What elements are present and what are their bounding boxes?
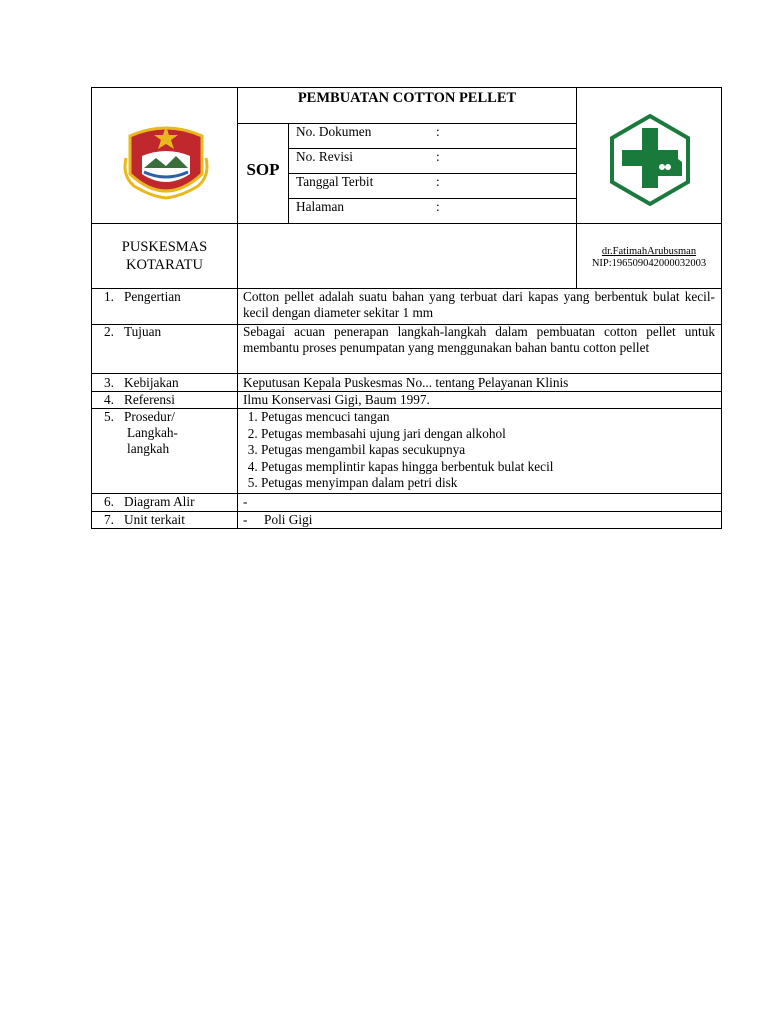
signer-block xyxy=(577,246,721,270)
sop-frame xyxy=(91,87,722,529)
row-3-label: 3. Kebijakan xyxy=(104,375,179,390)
field-halaman: Halaman : xyxy=(296,199,440,214)
procedure-step: 4. Petugas memplintir kapas hingga berbentuk bulat kecil xyxy=(261,459,721,476)
signer-nip: NIP:196509042000032003 xyxy=(591,258,707,269)
row-7-label: 7. Unit terkait xyxy=(104,512,185,527)
document-title: PEMBUATAN COTTON PELLET xyxy=(297,90,517,106)
signer-name: dr.FatimahArubusman xyxy=(601,246,697,257)
field-no-dokumen: No. Dokumen : xyxy=(296,124,440,139)
row-4-label: 4. Referensi xyxy=(104,392,175,407)
procedure-steps xyxy=(245,409,721,492)
puskesmas-logo xyxy=(606,112,694,208)
row-2-text: Sebagai acuan penerapan langkah-langkah dalam pembuatan cotton pellet untuk membantu proses penumpatan yang menggunakan bahan bantu cotton pellet xyxy=(243,324,715,355)
procedure-step: 5. Petugas menyimpan dalam petri disk xyxy=(261,475,721,492)
row-3-text: Keputusan Kepala Puskesmas No... tentang Pelayanan Klinis xyxy=(243,375,569,390)
org-name: PUSKESMAS KOTARATU xyxy=(121,239,208,273)
row-1-label: 1. Pengertian xyxy=(104,289,181,304)
field-no-revisi: No. Revisi : xyxy=(296,149,440,164)
row-5-label: 5. Prosedur/ Langkah- langkah xyxy=(104,409,178,456)
regency-crest-logo xyxy=(120,118,212,204)
row-1-text: Cotton pellet adalah suatu bahan yang terbuat dari kapas yang berbentuk bulat kecil-kecil dengan diameter sekitar 1 mm xyxy=(243,289,715,320)
procedure-step: 2. Petugas membasahi ujung jari dengan alkohol xyxy=(261,426,721,443)
procedure-step: 1. Petugas mencuci tangan xyxy=(261,409,721,426)
row-6-label: 6. Diagram Alir xyxy=(104,494,195,509)
procedure-step: 3. Petugas mengambil kapas secukupnya xyxy=(261,442,721,459)
field-tanggal-terbit: Tanggal Terbit : xyxy=(296,174,440,189)
row-4-text: Ilmu Konservasi Gigi, Baum 1997. xyxy=(243,392,430,407)
row-7-text: - Poli Gigi xyxy=(243,512,313,527)
row-2-label: 2. Tujuan xyxy=(104,324,162,339)
sop-label: SOP xyxy=(246,160,280,179)
row-6-text: - xyxy=(243,494,248,509)
